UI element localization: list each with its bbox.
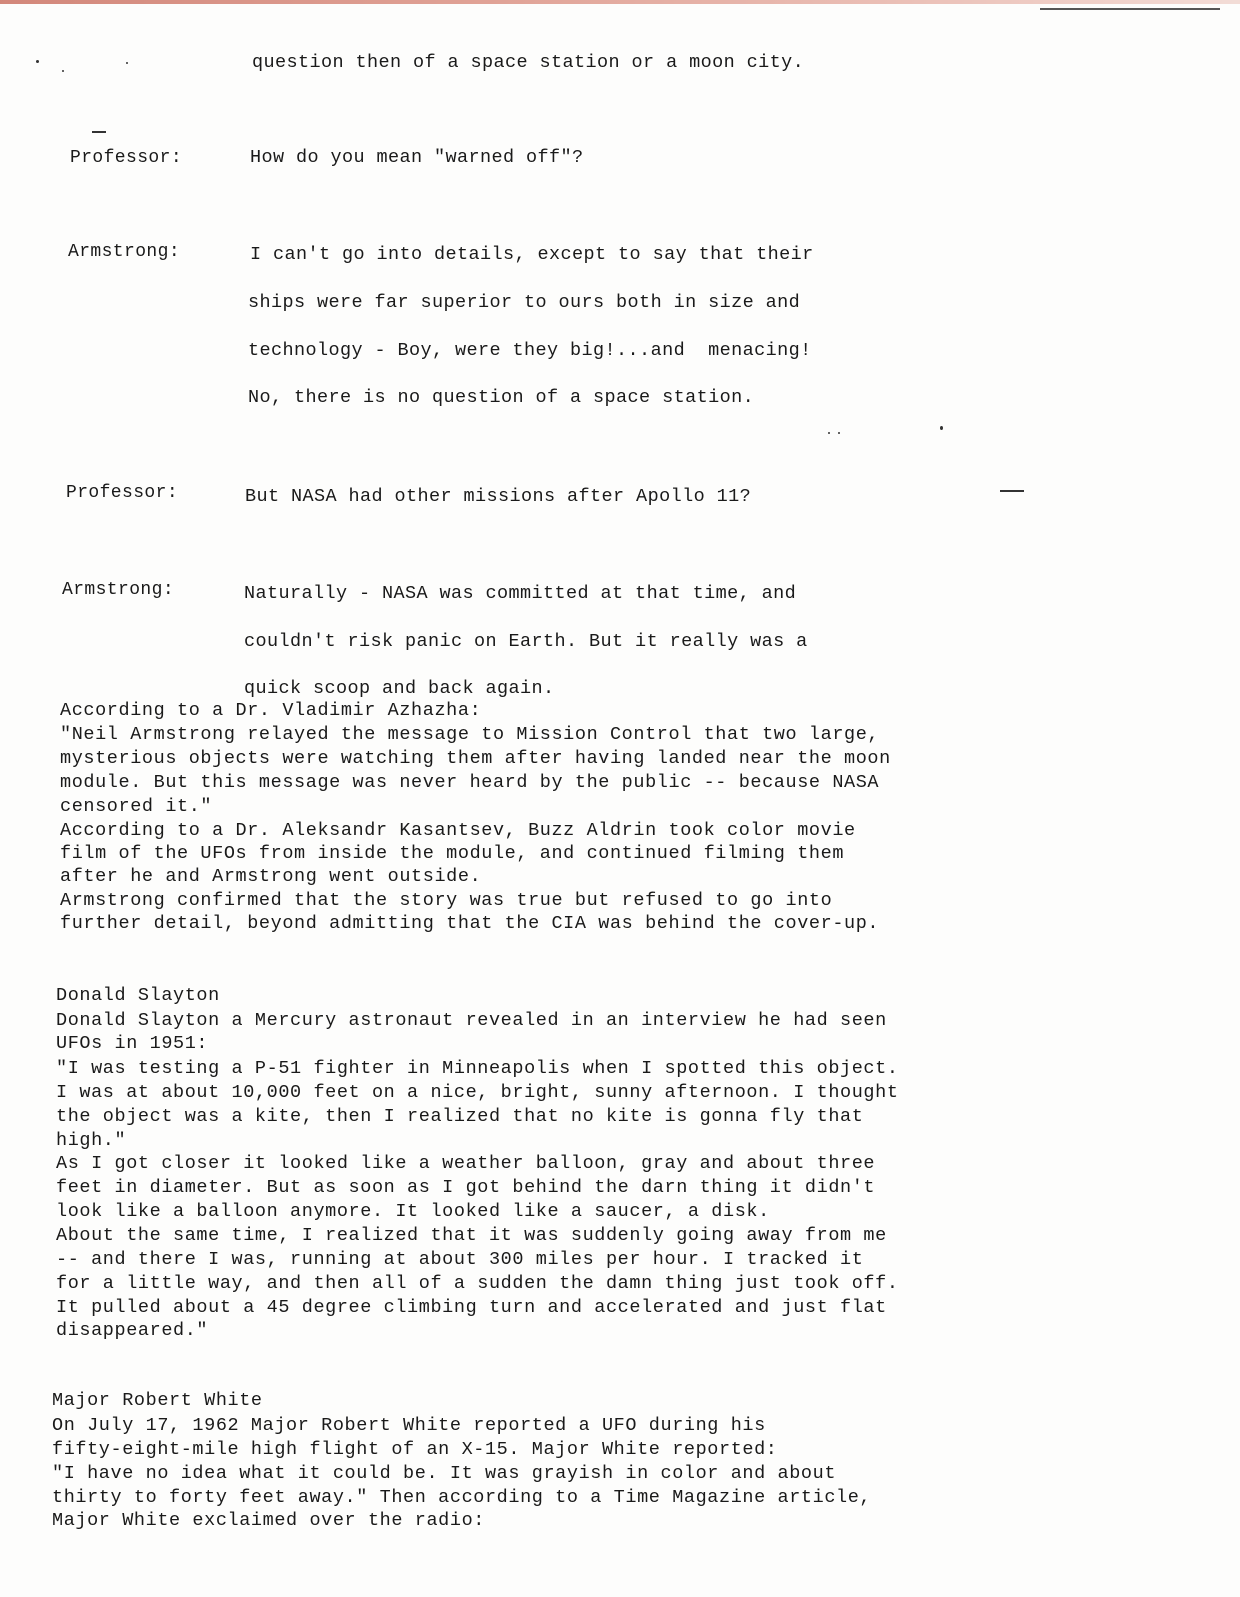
- top-right-mark: [1040, 8, 1220, 10]
- dialogue-line: Naturally - NASA was committed at that time, and: [244, 583, 797, 604]
- body-line: the object was a kite, then I realized that no kite is gonna fly that: [56, 1106, 864, 1127]
- speaker-label: Armstrong:: [62, 580, 175, 600]
- dialogue-line: How do you mean "warned off"?: [250, 147, 584, 168]
- body-line: "I was testing a P-51 fighter in Minneapolis when I spotted this object.: [56, 1058, 899, 1079]
- body-line: "Neil Armstrong relayed the message to Mission Control that two large,: [60, 724, 880, 745]
- dialogue-line: quick scoop and back again.: [244, 678, 555, 699]
- body-line: after he and Armstrong went outside.: [60, 866, 482, 887]
- speaker-label: Armstrong:: [68, 242, 181, 262]
- body-line: -- and there I was, running at about 300 miles per hour. I tracked it: [56, 1249, 864, 1270]
- body-line: On July 17, 1962 Major Robert White reported a UFO during his: [52, 1415, 766, 1436]
- body-line: Major White exclaimed over the radio:: [52, 1510, 485, 1531]
- body-line: for a little way, and then all of a sudden the damn thing just took off.: [56, 1273, 899, 1294]
- top-edge-stain: [0, 0, 1240, 4]
- body-line: thirty to forty feet away." Then according to a Time Magazine article,: [52, 1487, 872, 1508]
- body-line: mysterious objects were watching them after having landed near the moon: [60, 748, 891, 769]
- body-line: About the same time, I realized that it was suddenly going away from me: [56, 1225, 887, 1246]
- speaker-label: Professor:: [70, 148, 183, 168]
- scan-speck: [940, 426, 943, 430]
- body-line: further detail, beyond admitting that the CIA was behind the cover-up.: [60, 913, 880, 934]
- body-line: According to a Dr. Aleksandr Kasantsev, Buzz Aldrin took color movie: [60, 820, 856, 841]
- dialogue-line: No, there is no question of a space station.: [248, 387, 755, 408]
- speaker-label: Professor:: [66, 483, 179, 503]
- body-line: As I got closer it looked like a weather balloon, gray and about three: [56, 1153, 876, 1174]
- dialogue-line: question then of a space station or a moon city.: [252, 52, 805, 73]
- body-line: Armstrong confirmed that the story was true but refused to go into: [60, 890, 833, 911]
- section-heading: Donald Slayton: [56, 985, 220, 1006]
- body-line: module. But this message was never heard by the public -- because NASA: [60, 772, 880, 793]
- body-line: It pulled about a 45 degree climbing turn and accelerated and just flat: [56, 1297, 887, 1318]
- body-line: According to a Dr. Vladimir Azhazha:: [60, 700, 482, 721]
- dialogue-line: technology - Boy, were they big!...and menacing!: [248, 340, 812, 361]
- scan-speck: [36, 60, 39, 63]
- scan-speck: [838, 432, 840, 434]
- body-line: film of the UFOs from inside the module, and continued filming them: [60, 843, 845, 864]
- body-line: look like a balloon anymore. It looked like a saucer, a disk.: [56, 1201, 770, 1222]
- scan-dash: [1000, 490, 1024, 492]
- body-line: UFOs in 1951:: [56, 1033, 209, 1054]
- dialogue-line: But NASA had other missions after Apollo 11?: [245, 486, 752, 507]
- body-line: I was at about 10,000 feet on a nice, bright, sunny afternoon. I thought: [56, 1082, 899, 1103]
- section-heading: Major Robert White: [52, 1390, 263, 1411]
- body-line: "I have no idea what it could be. It was grayish in color and about: [52, 1463, 837, 1484]
- dialogue-line: I can't go into details, except to say that their: [250, 244, 814, 265]
- dialogue-line: couldn't risk panic on Earth. But it really was a: [244, 631, 808, 652]
- scan-speck: [828, 432, 830, 434]
- body-line: Donald Slayton a Mercury astronaut revealed in an interview he had seen: [56, 1010, 887, 1031]
- body-line: censored it.": [60, 796, 213, 817]
- dialogue-line: ships were far superior to ours both in size and: [248, 292, 801, 313]
- scan-dash: [92, 131, 106, 133]
- body-line: high.": [56, 1130, 127, 1151]
- body-line: feet in diameter. But as soon as I got behind the darn thing it didn't: [56, 1177, 876, 1198]
- scan-speck: [126, 62, 128, 64]
- body-line: fifty-eight-mile high flight of an X-15. Major White reported:: [52, 1439, 778, 1460]
- body-line: disappeared.": [56, 1320, 209, 1341]
- scan-speck: [62, 70, 64, 72]
